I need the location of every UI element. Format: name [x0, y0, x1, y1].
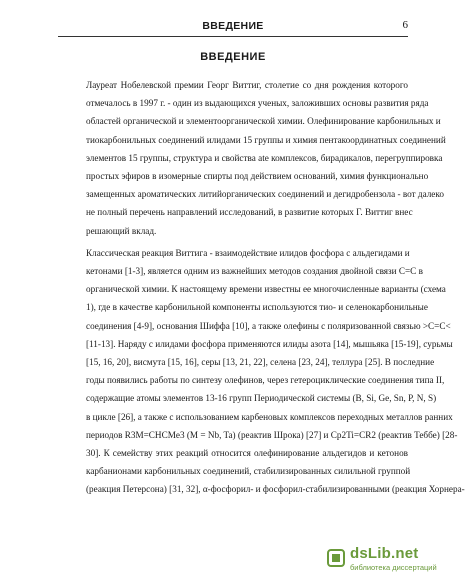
text-line: тиокарбонильных соединений илидами 15 группы и химия пентакоординатных соединений — [86, 134, 446, 145]
text-line: отмечалось в 1997 г. - один из выдающихся ученых, заложивших основы развития ряда — [86, 98, 429, 109]
running-header — [58, 18, 408, 37]
text-line: (реакция Петерсона) [31, 32], α-фосфорил- и фосфорил-стабилизированными (реакция Хорнера- — [86, 484, 465, 495]
text-line: годы появились работы по синтезу олефинов, через гетероциклические соединения типа II, — [86, 375, 445, 386]
text-line: решающий вклад. — [86, 225, 157, 236]
text-line: элементов 15 группы, структура и свойства ate комплексов, бирадикалов, перегруппировка — [86, 152, 443, 163]
page-number: 6 — [402, 19, 408, 31]
watermark-subtitle: библиотека диссертаций — [350, 563, 437, 572]
text-line: в цикле [26], а также с использованием карбеновых комплексов переходных металлов ранних — [86, 411, 453, 422]
text-line: соединения [4-9], основания Шиффа [10], а также олефины с поляризованной связью >C=C< — [86, 320, 451, 331]
text-line: кетонами [1-3], является одним из важнейших методов создания двойной связи C=C в — [86, 266, 423, 277]
body-text — [60, 76, 465, 499]
text-line: не полный перечень направлений исследований, в развитие которых Г. Виттиг внес — [86, 207, 413, 218]
paragraph-1 — [60, 76, 446, 240]
text-line: [15, 16, 20], висмута [15, 16], серы [13, 21, 22], селена [23, 24], теллура [25]. В последние — [86, 357, 435, 368]
text-line: органической химии. К настоящему времени известны ее многочисленные варианты (схема — [86, 284, 446, 295]
text-line: [11-13]. Наряду с илидами фосфора применяются илиды азота [14], мышьяка [15-19], сурьмы — [86, 338, 453, 349]
text-line: простых эфиров в изомерные спирты под действием оснований, химия функционально — [86, 171, 429, 182]
text-line: областей органической и элементоорганической химии. Олефинирование карбонильных и — [86, 116, 441, 127]
paragraph-2 — [60, 244, 465, 499]
running-header-title: ВВЕДЕНИЕ — [202, 20, 264, 32]
text-line: карбанионами карбонильных соединений, стабилизированных силильной группой — [86, 466, 411, 477]
dslib-logo-icon — [326, 548, 346, 568]
text-line: содержащие атомы элементов 13-16 групп Периодической системы (B, Si, Ge, Sn, P, N, S) — [86, 393, 437, 404]
text-line: замещенных ароматических литийорганических соединений и дегидробензола - вот далеко — [86, 189, 444, 200]
text-line: 1), где в качестве карбонильной компоненты используются тио- и селенокарбонильные — [86, 302, 428, 313]
text-line: Классическая реакция Виттига - взаимодействие илидов фосфора с альдегидами и — [86, 247, 410, 258]
section-title: ВВЕДЕНИЕ — [200, 51, 266, 63]
watermark-site: dsLib.net — [350, 545, 419, 562]
text-line: 30]. К семейству этих реакций относится олефинирование альдегидов и кетонов — [86, 448, 408, 459]
site-watermark — [326, 546, 442, 576]
text-line: Лауреат Нобелевской премии Георг Виттиг, столетие со дня рождения которого — [86, 80, 408, 90]
text-line: периодов R3M=CHCMe3 (M = Nb, Ta) (реактив Шрока) [27] и Cp2Ti=CR2 (реактив Теббе) [28- — [86, 429, 458, 440]
